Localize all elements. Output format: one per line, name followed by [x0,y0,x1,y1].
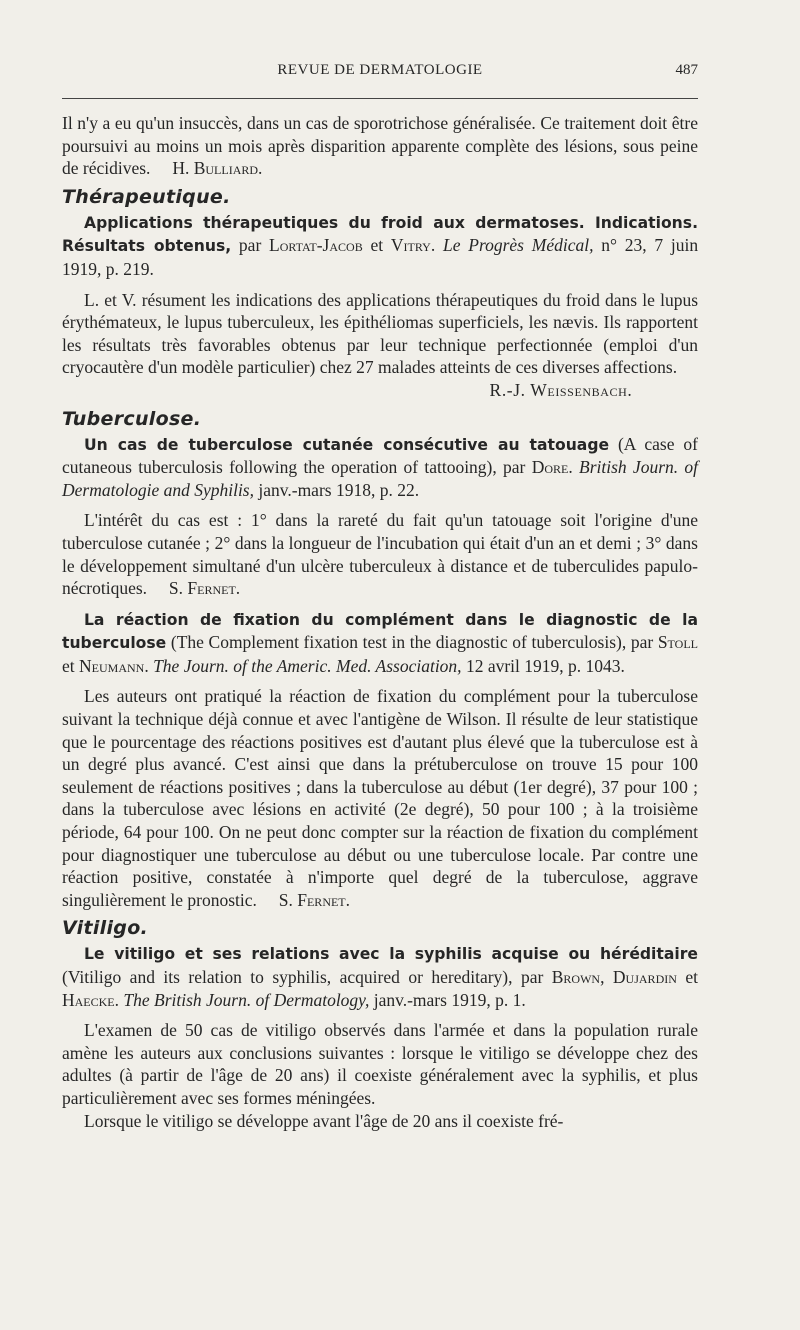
article-complement-body: Les auteurs ont pratiqué la réaction de fixation du complément pour la tuberculose suivant la technique déjà connue et avec l'antigène de Wilson. Il résulte de leur statistique que le pourcentage des réactions positives est d'autant plus élevé que la tuberculose est à un degré plus avancé. C'est ainsi que dans la prétuberculose on trouve 15 pour 100 seulement de réactions positives ; dans la tuberculose au début (1er degré), 37 pour 100 ; dans la tuberculose avec lésions en activité (2e degré), 50 pour 100 ; à la troisième période, 64 pour 100. On ne peut donc compter sur la réaction de fixation du complément pour diagnostiquer une tuberculose au début ou une tuberculose locale. Par contre une réaction positive, constatée à n'importe quel degré de la tuberculose, aggrave singulièrement le pronostic. S. Fernet. [62,686,698,910]
citation-vitiligo: janv.-mars 1919, p. 1. [373,989,526,1010]
author-lortat-jacob: Lortat-Jacob [269,235,363,256]
author-stoll: Stoll [657,632,699,653]
article-complement-title: La réaction de fixation du complément dans le diagnostic de la tuberculose [62,610,698,653]
section-title-therapeutique: Thérapeutique. [62,185,231,208]
sporotrichose-text: Il n'y a eu qu'un insuccès, dans un cas de sporotrichose généralisée. Ce traitement doit être poursuivi au moins un mois après disparition apparente complète des lésions, sous peine de récidives. [62,113,698,179]
signature-fernet-1: S. Fernet. [168,578,241,599]
signature-weissenbach: R.-J. Weissenbach. [489,379,633,400]
author-vitry: Vitry. [390,235,436,256]
article-vitiligo-heading: Le vitiligo et ses relations avec la syphilis acquise ou héréditaire (Vitiligo and its relation to syphilis, acquired or hereditary), par Brown, Dujardin et Haecke. The British Journ. of Dermatology, janv.-mars 1919, p. 1. [62,945,698,1010]
article-tatouage-body: L'intérêt du cas est : 1° dans la rareté du fait qu'un tatouage soit l'origine d'une tuberculose cutanée ; 2° dans la longueur de l'incubation qui était d'un an et demi ; 3° dans le développement simultané d'un ulcère tuberculeux à distance et de tuberculides papulo-nécrotiques. S. Fernet. [62,510,698,599]
article-froid-body: L. et V. résument les indications des applications thérapeutiques du froid dans le lupus érythémateux, le lupus tuberculeux, les épithéliomas superficiels, les nævis. Ils rapportent les résultats très favorables obtenus par leur technique perfectionnée (emploi d'un cryocautère d'un modèle particulier) chez 27 malades atteints de ces diverses affections. [62,289,698,378]
author-dore: Dore. [531,457,573,478]
article-vitiligo-body-2: Lorsque le vitiligo se développe avant l'âge de 20 ans il coexiste fré- [84,1110,564,1131]
article-vitiligo-body-1: L'examen de 50 cas de vitiligo observés dans l'armée et dans la population rurale amène les auteurs aux conclusions suivantes : lorsque le vitiligo se développe chez des adultes (à partir de l'âge de 20 ans) il coexiste généralement avec la syphilis, et plus particulièrement avec ses formes méningées. [62,1020,698,1108]
journal-british-dermatologie: British Journ. of Dermatologie and Syphilis, [62,457,699,500]
citation-froid: n° 23, 7 juin 1919, p. 219. [62,235,699,279]
page-header [62,62,698,84]
author-dujardin: Dujardin [612,967,677,987]
journal-british-dermatology: The British Journ. of Dermatology, [123,989,370,1010]
sporotrichose-paragraph [62,112,698,180]
author-neumann: Neumann. [79,655,149,676]
author-brown: Brown, [551,967,605,987]
journal-american-medical: The Journ. of the Americ. Med. Association, [153,655,462,676]
article-froid-title: Applications thérapeutiques du froid aux dermatoses. Indications. Résultats obtenus, [62,213,698,256]
article-tatouage-english: (A case of cutaneous tuberculosis following the operation of tattooing), par [62,433,698,478]
signature-fernet-2: S. Fernet. [278,889,351,910]
citation-complement: 12 avril 1919, p. 1043. [465,655,625,676]
article-complement-heading: La réaction de fixation du complément dans le diagnostic de la tuberculose (The Complement fixation test in the diagnostic of tuberculosis), par Stoll et Neumann. The Journ. of the Americ. Med. Association, 12 avril 1919, p. 1043. [62,610,699,676]
page-content [62,112,698,1132]
page-number: 487 [675,62,698,78]
running-title: REVUE DE DERMATOLOGIE [277,62,483,78]
section-title-vitiligo: Vitiligo. [62,917,149,940]
article-complement-english: (The Complement fixation test in the diagnostic of tuberculosis), par [170,632,654,653]
article-vitiligo-english: (Vitiligo and its relation to syphilis, acquired or hereditary), par [62,967,544,987]
citation-tatouage: janv.-mars 1918, p. 22. [258,479,420,500]
article-tatouage-heading [62,433,698,502]
signature-bulliard: H. Bulliard. [172,158,263,179]
section-title-tuberculose: Tuberculose. [62,407,202,430]
header-rule [62,98,698,99]
article-vitiligo-title: Le vitiligo et ses relations avec la syphilis acquise ou héréditaire [84,945,698,964]
journal-progres-medical: Le Progrès Médical, [443,235,594,256]
article-froid-heading: Applications thérapeutiques du froid aux dermatoses. Indications. Résultats obtenus, par Lortat-Jacob et Vitry. Le Progrès Médical, n° 23, 7 juin 1919, p. 219. [62,213,699,279]
author-haecke: Haecke. [62,989,120,1010]
article-tatouage-title: Un cas de tuberculose cutanée consécutive au tatouage [84,435,610,454]
